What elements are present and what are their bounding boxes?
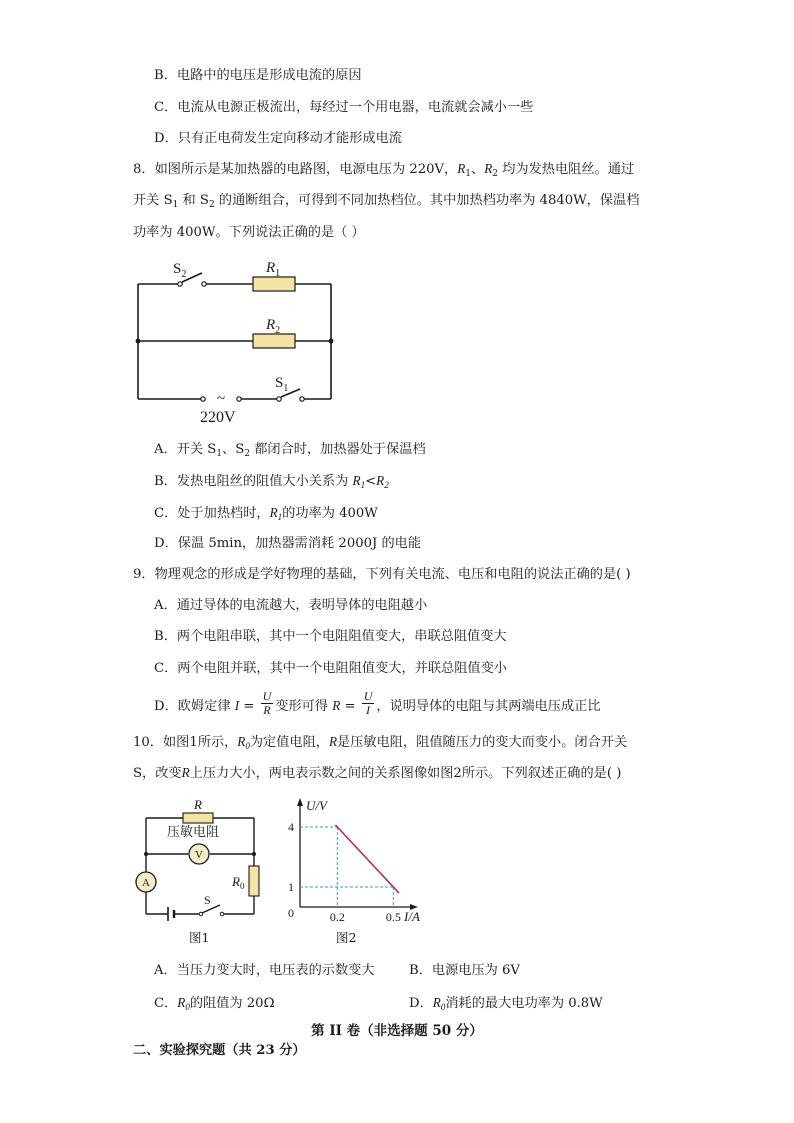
section2-title: 二、实验探究题（共 23 分） — [133, 1043, 306, 1058]
svg-text:压敏电阻: 压敏电阻 — [167, 825, 220, 840]
q10-r-resistor — [183, 813, 213, 823]
x-axis-label: I/A — [404, 909, 420, 924]
q8-option-d: D．保温 5min，加热器需消耗 2000J 的电能 — [154, 536, 422, 551]
q8-option-a: A．开关 $S_1$、$S_2$ 都闭合时，加热器处于保温档 — [154, 442, 426, 459]
y-tick-label: 0 — [288, 906, 294, 920]
q10-option-a: A．当压力变大时，电压表的示数变大 — [154, 963, 375, 978]
svg-text:220V: 220V — [200, 409, 236, 426]
y-axis-label: U/V — [306, 798, 327, 813]
y-tick-label: 4 — [288, 820, 294, 834]
svg-text:S1: $S_1$ — [275, 375, 289, 394]
q10-r0-resistor — [249, 866, 259, 896]
q10-stem-line2: S，改变R上压力大小，两电表示数之间的关系图像如图2所示。下列叙述正确的是( ) — [133, 765, 622, 781]
q10-option-b: B．电源电压为 6V — [409, 963, 520, 978]
q8-option-c: C．处于加热档时，$R_1$的功率为 400W — [154, 505, 378, 522]
q9-option-c: C．两个电阻并联，其中一个电阻阻值变大，并联总阻值变小 — [154, 661, 507, 676]
q10-figure2-graph — [282, 796, 432, 924]
svg-text:R0: $R_0$ — [232, 874, 245, 891]
q9-option-b: B．两个电阻串联，其中一个电阻阻值变大，串联总阻值变大 — [154, 629, 507, 644]
q9-option-d: D．欧姆定律 I = $\frac{U}{R}$ 变形可得 R = $\frac{U}{I}$ ，说明导体的电阻与其两端电压成正比 — [154, 689, 601, 717]
resistance-fraction: $\frac{U}{I}$ — [363, 689, 373, 717]
q8-option-b: B．发热电阻丝的阻值大小关系为 $R_1<R_2$ — [154, 473, 389, 490]
q9-option-a: A．通过导体的电流越大，表明导体的电阻越小 — [154, 598, 428, 613]
q8-r1-resistor — [253, 277, 295, 291]
junction-dot-left — [136, 339, 141, 344]
junction-dot-right — [329, 339, 334, 344]
figure1-caption: 图1 — [189, 930, 210, 945]
series-line — [335, 825, 398, 893]
part2-title: 第 II 卷（非选择题 50 分） — [311, 1023, 483, 1039]
q10-stem-line1: 10．如图1所示，$R_0$为定值电阻，R是压敏电阻，阻值随压力的变大而变小。闭合开关 — [133, 734, 628, 751]
q10-figure1-circuit — [130, 796, 270, 924]
q7-option-d: D．只有正电荷发生定向移动才能形成电流 — [154, 131, 402, 146]
svg-text:R2: $R_2$ — [266, 317, 281, 336]
svg-text:A: A — [142, 877, 150, 889]
ac-source-symbol: ~ — [216, 391, 226, 407]
figure2-caption: 图2 — [336, 930, 357, 945]
q9-stem: 9．物理观念的形成是学好物理的基础，下列有关电流、电压和电阻的说法正确的是( ) — [133, 567, 631, 582]
svg-text:R1: $R_1$ — [266, 260, 281, 279]
q8-r2-resistor — [253, 334, 295, 348]
q7-option-b: B．电路中的电压是形成电流的原因 — [154, 68, 362, 83]
y-tick-label: 1 — [288, 880, 294, 894]
q8-circuit-diagram — [130, 254, 345, 429]
svg-text:S: S — [204, 893, 211, 907]
q8-stem-line2: 开关 $S_1$ 和 $S_2$ 的通断组合，可得到不同加热档位。其中加热档功率为 4840W，保温档 — [133, 193, 640, 210]
ohm-law-fraction: $\frac{U}{R}$ — [262, 689, 272, 717]
q10-option-c: C．$R_0$的阻值为 20Ω — [154, 995, 275, 1012]
svg-text:V: V — [195, 849, 203, 861]
q7-option-c: C．电流从电源正极流出，每经过一个用电器，电流就会减小一些 — [154, 100, 534, 115]
q10-option-d: D．$R_0$消耗的最大电功率为 0.8W — [409, 995, 603, 1012]
x-tick-label: 0.5 — [385, 910, 401, 924]
svg-text:R: R — [194, 797, 202, 812]
q8-stem-line1: 8．如图所示是某加热器的电路图，电源电压为 220V，$R_1$、$R_2$ 均为发热电阻丝。通过 — [133, 161, 635, 179]
svg-text:S2: $S_2$ — [173, 261, 187, 280]
x-tick-label: 0.2 — [329, 910, 345, 924]
q8-stem-line3: 功率为 400W。下列说法正确的是（ ） — [133, 225, 365, 240]
